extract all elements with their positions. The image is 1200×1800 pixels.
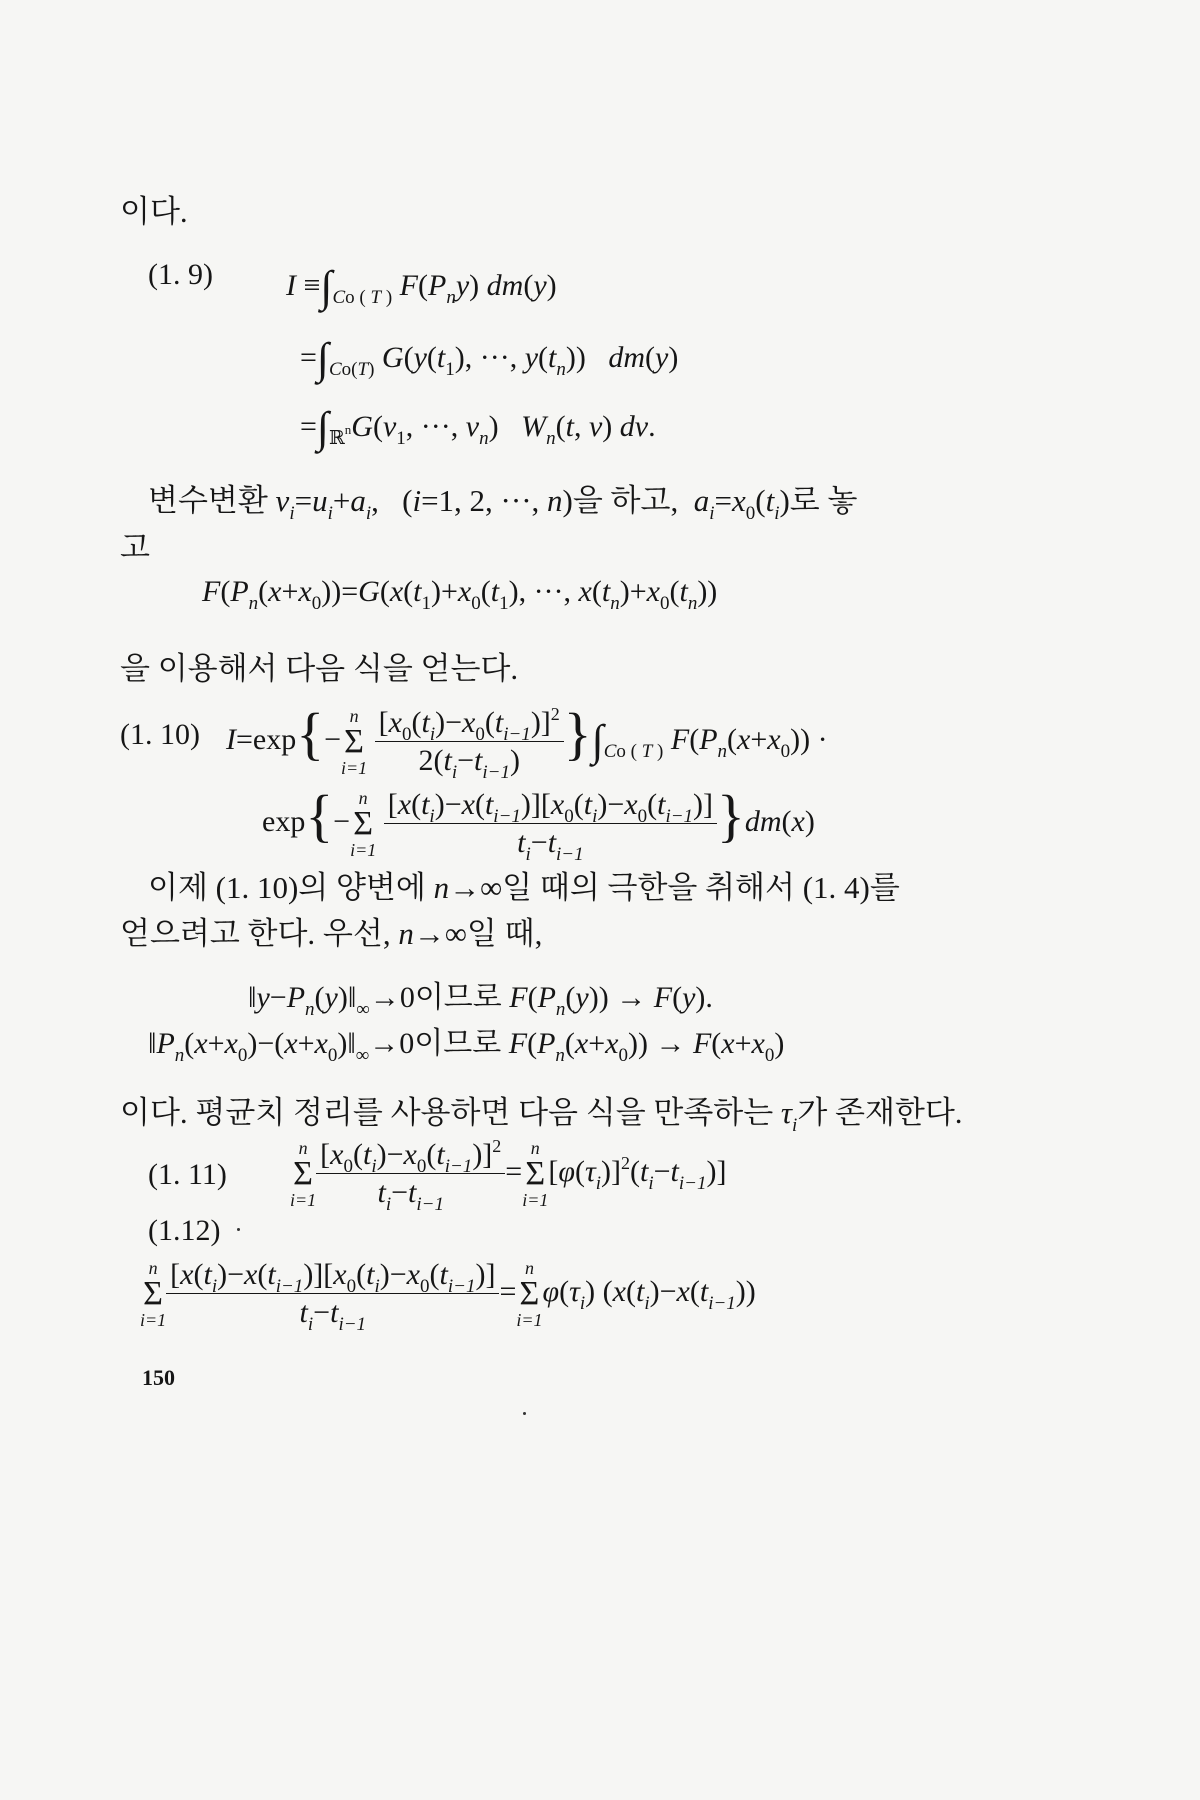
eq-1-10-line1: I=exp{− n Σ i=1 $\frac{[x_0(t_i)-x_0(t_{i-1})]^2}{2(t_i-t_{i-1})}$ }$\int_{Co (}$ $_T$ $_)$ $F(P_n(x+x_0))$ ·: [226, 701, 828, 784]
mean-value-paragraph: 이다. 평균치 정리를 사용하면 다음 식을 만족하는 $\tau_i$가 존재한다.: [120, 1095, 963, 1136]
intro-text: 이다.: [120, 194, 188, 229]
page-number: 150: [142, 1365, 175, 1390]
eq-1-12-label: (1.12): [148, 1214, 221, 1247]
eq-1-10-line2: exp{− n Σ i=1 $\frac{[x(t_i)-x(t_{i-1})][x_0(t_i)-x_0(t_{i-1})]}{t_i-t_{i-1}}$ }dm(x): [262, 783, 815, 866]
limit-statement-1: $‖y-P_n(y)‖_\infty\to 0$이므로 $F(P_n(y)) \to F(y)$.: [248, 981, 713, 1020]
limit-paragraph-line2: 얻으려고 한다. 우선, n→∞일 때,: [120, 916, 543, 951]
eq-1-9-label: (1. 9): [148, 258, 213, 291]
stray-dot-mark: [237, 1228, 240, 1231]
eq-1-11-label: (1. 11): [148, 1158, 227, 1191]
eq-1-10-label: (1. 10): [120, 718, 200, 751]
eq-1-9-line2: $=\int_{Co(T)}$ $G(y(t_1)$, ···, $y(t_n)$) dm(y): [300, 334, 679, 383]
stray-dot-mark: [523, 1412, 526, 1415]
eq-1-12-content: n Σ i=1 $\frac{[x(t_i)-x(t_{i-1})][x_0(t_i)-x_0(t_{i-1})]}{t_i-t_{i-1}}$ = n Σ i=1 $\varphi(\tau_i)$ $(x(t_i)-x(t_{i-1}))$: [140, 1258, 756, 1335]
limit-paragraph-line1: 이제 (1. 10)의 양변에 n→∞일 때의 극한을 취해서 (1. 4)를: [148, 870, 900, 905]
eq-1-11-content: n Σ i=1 $\frac{[x_0(t_i)-x_0(t_{i-1})]^2}{t_i-t_{i-1}}$ = n Σ i=1 $[\varphi(\tau_i)]^2(t_i-t_{i-1})$]: [290, 1136, 727, 1215]
eq-1-9-line1: $I \equiv\int_{Co (}$ $_T$ $_)$ $F(P_ny)$ dm(y): [286, 262, 557, 311]
change-variable-paragraph: 변수변환 $v_i=u_i+a_i$, (i=1, 2, ···, n)을 하고, $a_i=x_0(t_i)$로 놓: [148, 483, 858, 524]
eq-substitution: $F(P_n(x+x_0))=G(x(t_1)+x_0(t_1)$, ···, $x(t_n)+x_0(t_n)$): [202, 575, 718, 614]
eq-1-9-line3: $=\int_ℝnG(v_1$, ···, $v_n$) $W_n(t$, v) dv.: [300, 403, 656, 452]
change-variable-continued: 고: [120, 530, 150, 565]
using-paragraph: 을 이용해서 다음 식을 얻는다.: [120, 651, 519, 686]
limit-statement-2: $‖P_n(x+x_0)-(x+x_0)‖_\infty\to 0$이므로 $F(P_n(x+x_0)) \to F(x+x_0)$: [148, 1027, 785, 1066]
